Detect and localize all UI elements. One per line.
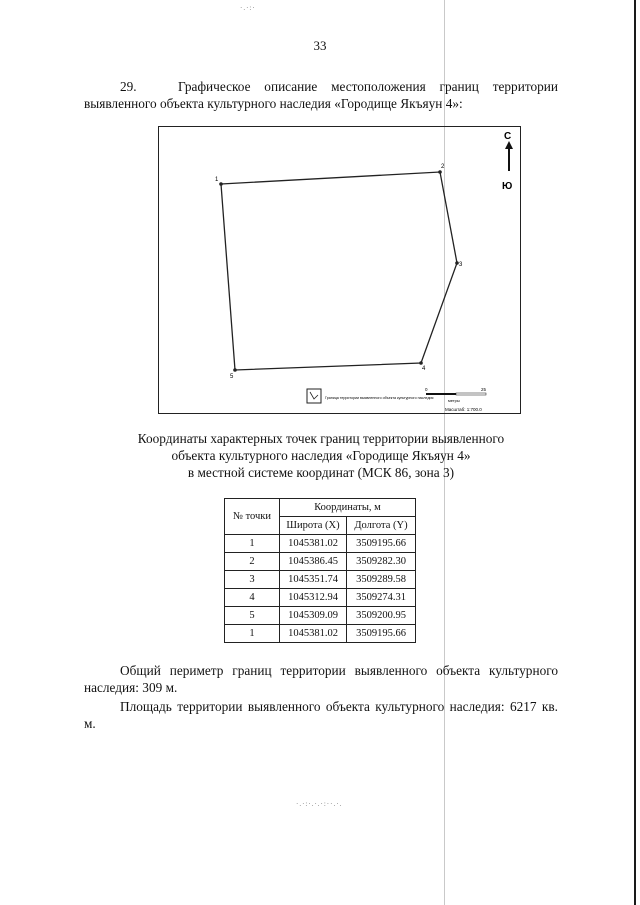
scan-noise: ·.·:·.·.·:··.·.	[296, 800, 343, 808]
coordinates-table	[224, 498, 416, 643]
section-number: 29.	[120, 79, 137, 94]
cell-point: 2	[225, 553, 280, 571]
scale-zero-label: 0	[425, 387, 428, 392]
scale-ratio: Масштаб: 1:700.0	[445, 407, 482, 412]
table-row	[225, 625, 416, 643]
boundary-point-4	[419, 361, 423, 365]
header-coordinates: Координаты, м	[280, 499, 416, 517]
point-label-2: 2	[441, 164, 445, 170]
header-latitude-x: Широта (X)	[280, 517, 347, 535]
cell-point: 1	[225, 535, 280, 553]
point-label-1: 1	[215, 177, 219, 183]
cell-point: 4	[225, 589, 280, 607]
cell-x: 1045312.94	[280, 589, 347, 607]
cell-point: 5	[225, 607, 280, 625]
cell-y: 3509274.31	[347, 589, 416, 607]
legend-text: Граница территории выявленного объекта культурного наследия	[325, 396, 434, 400]
boundary-point-2	[438, 170, 442, 174]
perimeter-paragraph: Общий периметр границ территории выявленного объекта культурного наследия: 309 м.	[84, 663, 558, 695]
cell-x: 1045381.02	[280, 625, 347, 643]
point-label-5: 5	[230, 374, 234, 380]
point-label-3: 3	[459, 262, 463, 268]
header-longitude-y: Долгота (Y)	[347, 517, 416, 535]
table-row	[225, 571, 416, 589]
cell-y: 3509195.66	[347, 625, 416, 643]
caption-line-1: Координаты характерных точек границ территории выявленного	[137, 431, 505, 446]
area-paragraph: Площадь территории выявленного объекта культурного наследия: 6217 кв. м.	[84, 699, 558, 731]
point-label-4: 4	[422, 366, 426, 372]
cell-y: 3509282.30	[347, 553, 416, 571]
table-header-row	[225, 499, 416, 517]
cell-point: 1	[225, 625, 280, 643]
scan-artifact-edge	[634, 0, 636, 905]
compass-north-label: С	[504, 131, 512, 142]
cell-y: 3509200.95	[347, 607, 416, 625]
boundary-point-1	[219, 182, 223, 186]
boundary-point-5	[233, 368, 237, 372]
boundary-polygon	[221, 172, 457, 370]
cell-y: 3509289.58	[347, 571, 416, 589]
caption-line-2: объекта культурного наследия «Городище Якъяун 4»	[171, 448, 471, 463]
cell-x: 1045351.74	[280, 571, 347, 589]
table-row	[225, 535, 416, 553]
legend-symbol	[307, 389, 321, 403]
cell-x: 1045381.02	[280, 535, 347, 553]
compass-south-label: Ю	[502, 181, 513, 192]
cell-x: 1045386.45	[280, 553, 347, 571]
section-heading	[84, 78, 558, 112]
table-row	[225, 589, 416, 607]
scale-unit: метры	[448, 398, 460, 403]
boundary-map	[158, 126, 521, 414]
table-caption	[84, 430, 558, 481]
section-text: Графическое описание местоположения границ территории выявленного объекта культурного наследия «Городище Якъяун 4»:	[84, 79, 558, 111]
map-drawing	[159, 127, 522, 415]
compass-north-arrow	[502, 131, 513, 192]
cell-point: 3	[225, 571, 280, 589]
scan-noise: ·.·:·	[240, 4, 256, 12]
scale-bar	[425, 387, 487, 412]
cell-y: 3509195.66	[347, 535, 416, 553]
map-legend	[307, 389, 434, 403]
table-row	[225, 607, 416, 625]
header-point-number: № точки	[225, 499, 280, 535]
page-number: 33	[313, 38, 327, 53]
cell-x: 1045309.09	[280, 607, 347, 625]
scale-end-label: 25	[481, 387, 487, 392]
caption-line-3: в местной системе координат (МСК 86, зона 3)	[187, 465, 455, 480]
table-row	[225, 553, 416, 571]
